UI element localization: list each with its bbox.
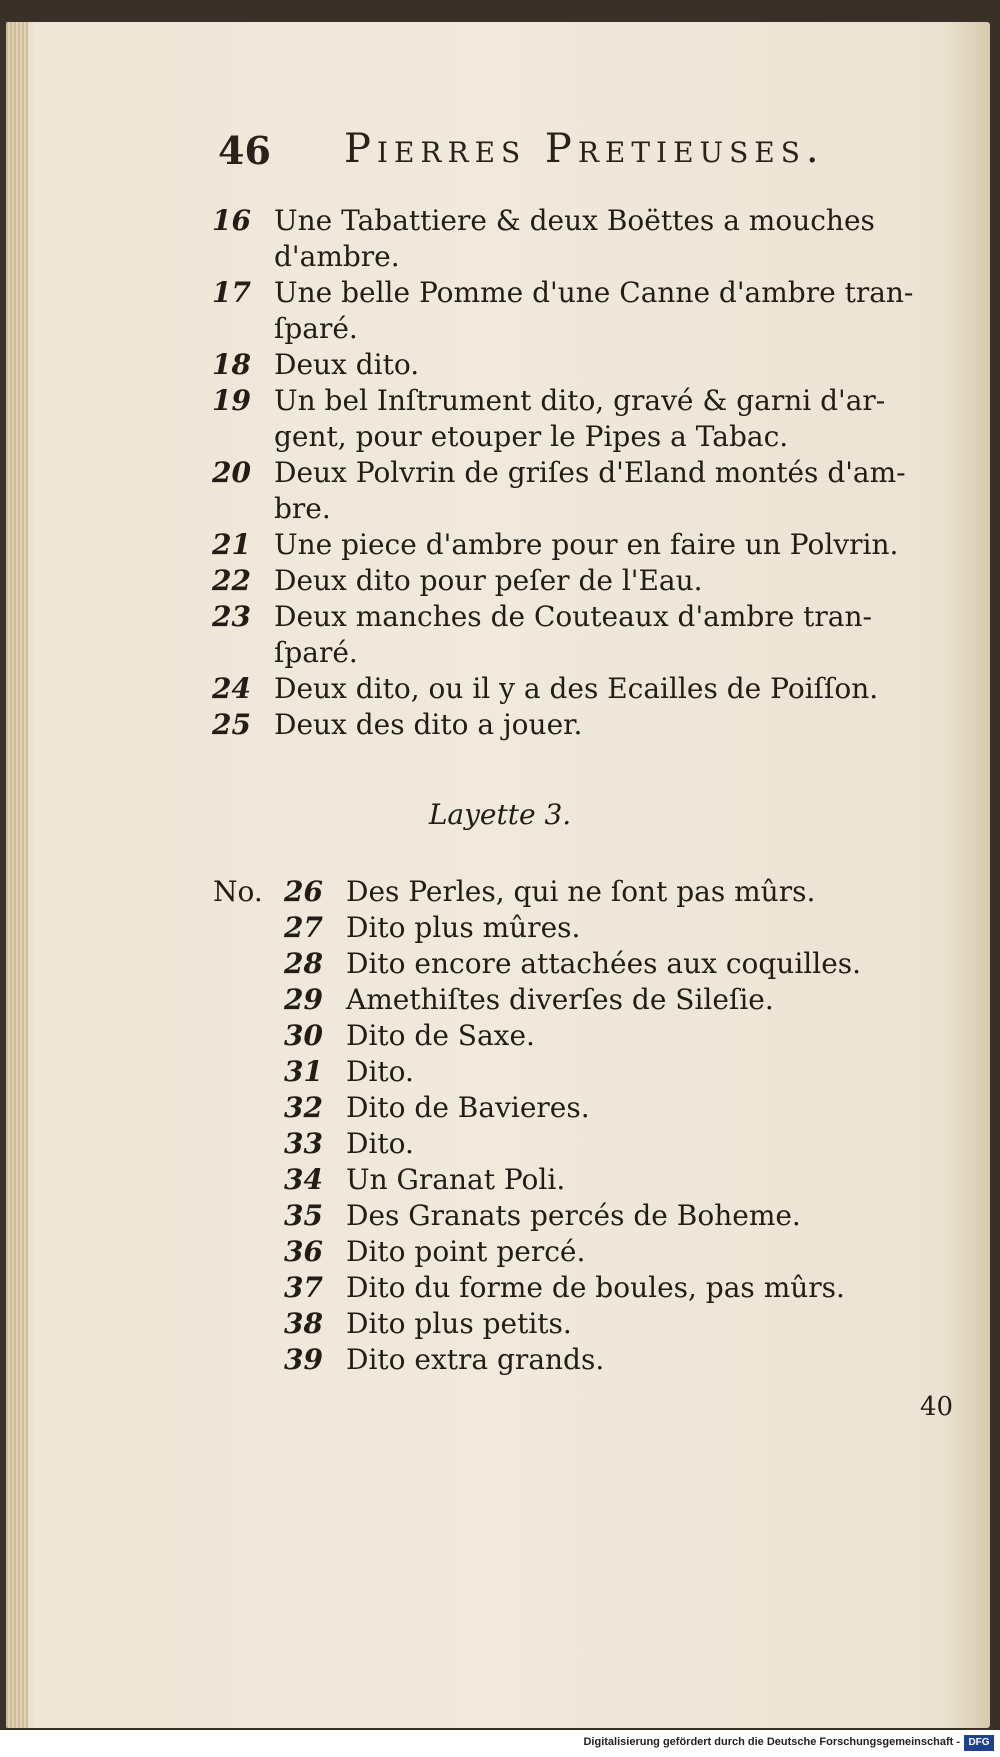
entry-text: Des Granats percés de Boheme. (346, 1199, 801, 1232)
entry-number: 35 (284, 1199, 323, 1232)
entry-number: 32 (284, 1091, 323, 1124)
entry-continuation: d'ambre. (274, 240, 400, 273)
entry-text: Dito encore attachées aux coquilles. (346, 947, 862, 980)
entry-number: 30 (284, 1019, 323, 1052)
list-item (212, 1234, 912, 1270)
list-item (212, 599, 972, 635)
entry-number: 21 (212, 528, 251, 561)
list-item (212, 874, 912, 910)
entry-text: Dito extra grands. (346, 1343, 605, 1376)
entry-list-2 (212, 874, 912, 1378)
page-header (218, 122, 858, 178)
entry-number: 29 (284, 983, 323, 1016)
entry-number: 28 (284, 947, 323, 980)
list-item (212, 563, 972, 599)
list-item (212, 1054, 912, 1090)
entry-list-1 (212, 203, 972, 743)
entry-number: 33 (284, 1127, 323, 1160)
list-item (212, 910, 912, 946)
list-item (212, 275, 972, 311)
entry-text: Des Perles, qui ne ſont pas mûrs. (346, 875, 816, 908)
list-item (212, 527, 972, 563)
list-item (212, 383, 972, 419)
entry-continuation: bre. (274, 492, 331, 525)
entry-text: Dito de Bavieres. (346, 1091, 590, 1124)
entry-text: Deux des dito a jouer. (274, 708, 583, 741)
page-edge (6, 22, 28, 1728)
catchword: 40 (920, 1392, 954, 1422)
entry-number: 23 (212, 600, 251, 633)
entry-number: 24 (212, 672, 251, 705)
entry-number: 16 (212, 204, 251, 237)
entry-number: 38 (284, 1307, 323, 1340)
entry-continuation: ſparé. (274, 312, 358, 345)
list-item (212, 946, 912, 982)
entry-number: 25 (212, 708, 251, 741)
entry-number: 36 (284, 1235, 323, 1268)
number-label: No. (213, 875, 263, 908)
entry-text: Deux dito pour peſer de l'Eau. (274, 564, 703, 597)
list-item (212, 1090, 912, 1126)
running-title: Pierres Pretieuses. (344, 126, 825, 172)
entry-text: Deux manches de Couteaux d'ambre tran- (274, 600, 872, 633)
list-item (212, 1162, 912, 1198)
entry-text: Un Granat Poli. (346, 1163, 566, 1196)
list-item (212, 347, 972, 383)
entry-continuation: ſparé. (274, 636, 358, 669)
entry-text: Dito plus mûres. (346, 911, 581, 944)
list-item (212, 1198, 912, 1234)
entry-number: 19 (212, 384, 251, 417)
entry-text: Deux dito. (274, 348, 420, 381)
entry-text: Amethiſtes diverſes de Sileſie. (346, 983, 774, 1016)
entry-text: Dito point percé. (346, 1235, 586, 1268)
entry-continuation: gent, pour etouper le Pipes a Tabac. (274, 420, 789, 453)
entry-text: Dito. (346, 1055, 414, 1088)
entry-text: Dito. (346, 1127, 414, 1160)
entry-number: 18 (212, 348, 251, 381)
section-heading: Layette 3. (428, 798, 572, 831)
footer-text: Digitalisierung gefördert durch die Deutsche Forschungsgemeinschaft - (583, 1736, 960, 1748)
entry-number: 17 (212, 276, 251, 309)
list-item (212, 1018, 912, 1054)
entry-text: Dito plus petits. (346, 1307, 572, 1340)
entry-text: Une piece d'ambre pour en faire un Polvrin. (274, 528, 899, 561)
list-item (212, 455, 972, 491)
entry-number: 31 (284, 1055, 323, 1088)
entry-text: Une Tabattiere & deux Boëttes a mouches (274, 204, 875, 237)
entry-text: Deux Polvrin de griſes d'Eland montés d'am- (274, 456, 906, 489)
list-item (212, 203, 972, 239)
list-item (212, 1126, 912, 1162)
entry-text: Un bel Inſtrument dito, gravé & garni d'ar- (274, 384, 886, 417)
entry-text: Dito du forme de boules, pas mûrs. (346, 1271, 845, 1304)
list-item (212, 1270, 912, 1306)
entry-number: 26 (284, 875, 323, 908)
dfg-logo-badge: DFG (964, 1735, 994, 1751)
entry-number: 39 (284, 1343, 323, 1376)
entry-number: 22 (212, 564, 251, 597)
page-number: 46 (218, 128, 271, 173)
entry-number: 37 (284, 1271, 323, 1304)
list-item (212, 1306, 912, 1342)
list-item (212, 671, 972, 707)
entry-number: 20 (212, 456, 251, 489)
entry-text: Deux dito, ou il y a des Ecailles de Poiſſon. (274, 672, 879, 705)
entry-number: 27 (284, 911, 323, 944)
entry-text: Dito de Saxe. (346, 1019, 535, 1052)
list-item (212, 982, 912, 1018)
list-item (212, 1342, 912, 1378)
entry-text: Une belle Pomme d'une Canne d'ambre tran- (274, 276, 914, 309)
list-item (212, 707, 972, 743)
entry-number: 34 (284, 1163, 323, 1196)
